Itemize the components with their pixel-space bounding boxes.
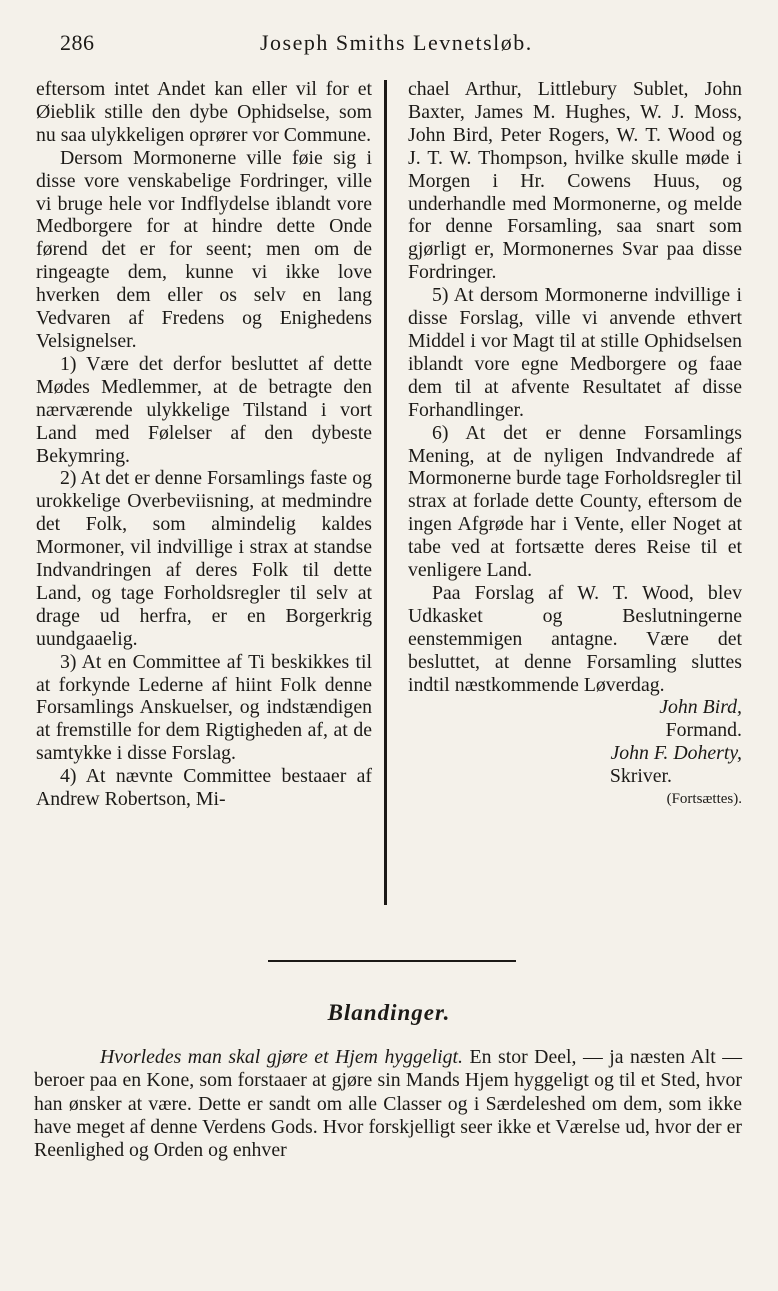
- signature-secretary-role: Skriver.: [609, 765, 672, 788]
- article-text: En stor Deel, — ja næsten Alt — beroer paa en Kone, som forstaaer at gjøre sin Mands Hjem hyggeligt og til et Sted, hvor han ønsker at være. Dette er sandt om alle Classer og i Særdeleshed om dem, som ikke have meget af denne Verdens Gods. Hvor forskjelligt seer ikke et Værelse ud, hvor der er Reenlighed og Orden og enhver: [34, 1046, 742, 1162]
- resolution-2: 2) At det er denne Forsamlings faste og urokkelige Overbeviisning, at medmindre det Folk, som almindelig kaldes Mormoner, vil indvillige i strax at standse Indvandringen af deres Folk til dette Land, og tage Forholdsregler til selv at drage ud herfra, er en Borgerkrig uundgaaelig.: [36, 467, 372, 650]
- paragraph: Dersom Mormonerne ville føie sig i disse vore venskabelige Fordringer, ville vi bruge hele vor Indflydelse iblandt vore Medborgere for at hindre dette Onde førend det er for seent; men om de ringeagte dem, kunne vi ikke love hverken dem eller os selv en lang Vedvaren af Fredens og Enighedens Velsignelser.: [36, 146, 372, 352]
- section-divider-rule: [268, 960, 516, 962]
- resolution-5: 5) At dersom Mormonerne indvillige i disse Forslag, ville vi anvende ethvert Middel i vor Magt til at stille Ophidselsen iblandt vore egne Medborgere og faae dem til at afvente Resultatet af disse Forhandlinger.: [408, 284, 742, 421]
- resolution-1: 1) Være det derfor besluttet af dette Mødes Medlemmer, at de betragte den nærværende ulykkelige Tilstand i vort Land med Følelser af den dybeste Bekymring.: [36, 352, 372, 467]
- article-lead: Hvorledes man skal gjøre et Hjem hyggeligt.: [100, 1046, 463, 1068]
- resolution-4: 4) At nævnte Committee bestaaer af Andrew Robertson, Mi-: [36, 765, 372, 811]
- paragraph: chael Arthur, Littlebury Sublet, John Baxter, James M. Hughes, W. J. Moss, John Bird, Peter Rogers, W. T. Wood og J. T. W. Thompson, hvilke skulle møde i Morgen i Hr. Cowens Huus, og underhandle med Mormonerne, og melde for denne Forsamling, saa snart som gjørligt er, Mormonernes Svar paa disse Fordringer.: [408, 78, 742, 284]
- page-number: 286: [60, 30, 95, 55]
- right-column: [408, 78, 742, 811]
- signature-secretary-name: John F. Doherty,: [610, 742, 742, 765]
- signature-chairman-role: Formand.: [665, 719, 742, 742]
- running-title: Joseph Smiths Levnetsløb.: [260, 30, 533, 55]
- continued-note: (Fortsættes).: [666, 791, 742, 808]
- paragraph: Paa Forslag af W. T. Wood, blev Udkasket og Beslutningerne eenstemmigen antagne. Være det besluttet, at denne Forsamling sluttes indtil næstkommende Løverdag.: [408, 581, 742, 696]
- section-title: Blandinger.: [327, 1000, 451, 1025]
- resolution-6: 6) At det er denne Forsamlings Mening, at de nyligen Indvandrede af Mormonerne burde tage Forholdsregler til strax at forlade dette County, eftersom de ingen Afgrøde har i Vente, eller Noget at tabe ved at fortsætte deres Reise til et venligere Land.: [408, 421, 742, 582]
- page-header: [60, 30, 750, 64]
- paragraph: [34, 1046, 742, 1162]
- paragraph: eftersom intet Andet kan eller vil for et Øieblik stille den dybe Ophidselse, som nu saa ulykkeligen oprører vor Commune.: [36, 78, 372, 146]
- section-body: [34, 1046, 742, 1162]
- resolution-3: 3) At en Committee af Ti beskikkes til at forkynde Lederne af hiint Folk denne Forsamlings Anskuelser, og indstændigen at fremstille for dem Rigtigheden af, at de samtykke i disse Forslag.: [36, 650, 372, 765]
- column-divider: [384, 80, 387, 905]
- left-column: [36, 78, 372, 811]
- signature-chairman-name: John Bird,: [659, 696, 742, 719]
